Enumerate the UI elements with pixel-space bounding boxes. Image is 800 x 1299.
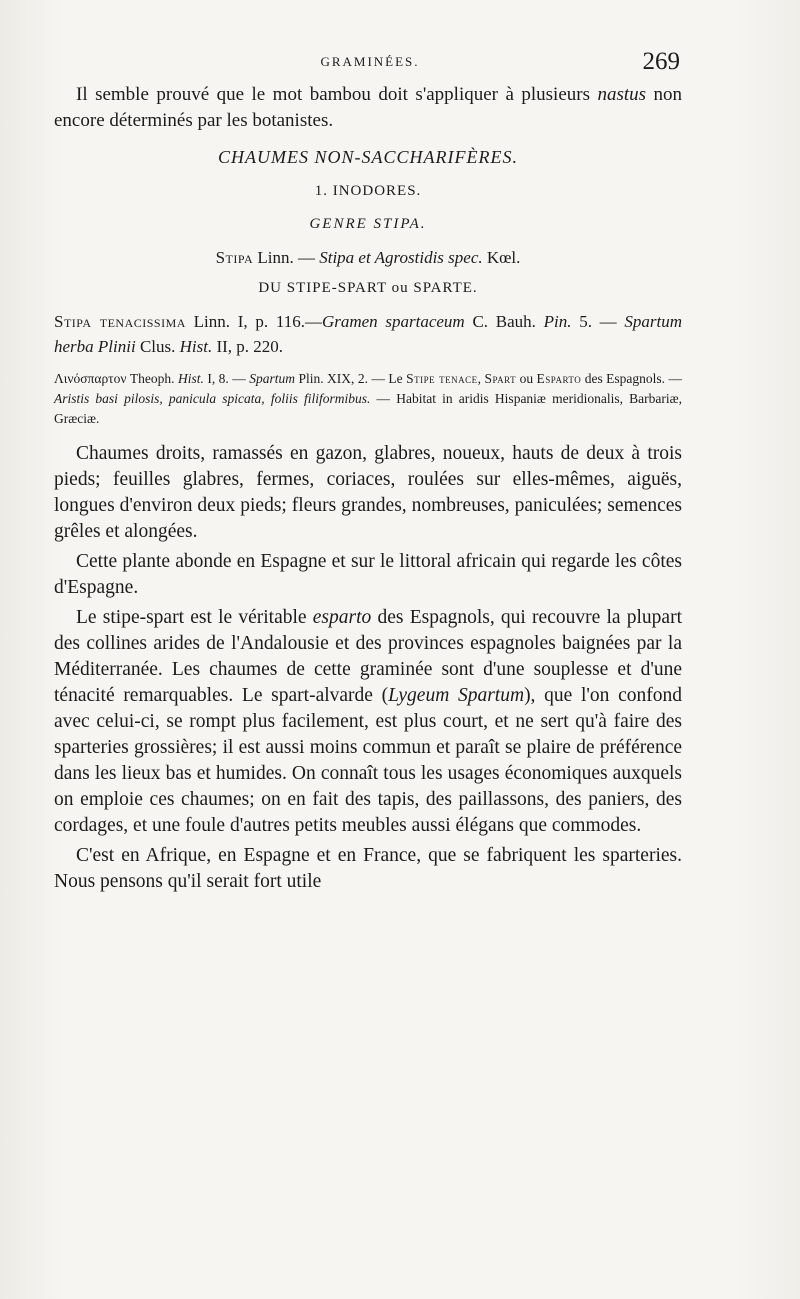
species-syn-b: Linn. I, p. 116.— (185, 312, 322, 331)
notes-j: Esparto (536, 371, 582, 386)
genus-syn-d: Kœl. (482, 247, 521, 267)
genus-name: Stipa (215, 247, 254, 267)
species-name: Stipa tenacissima (54, 312, 186, 331)
genre-title: GENRE STIPA. (309, 216, 427, 232)
notes-i: ou (516, 371, 537, 386)
species-syn-f: 5. — (571, 312, 625, 331)
species-title: DU STIPE-SPART ou SPARTE. (258, 279, 478, 296)
species-syn-c: Gramen spartaceum (321, 312, 465, 331)
intro-paragraph (54, 82, 682, 133)
species-syn-d: C. Bauh. (464, 312, 544, 331)
species-syn-j: II, p. 220. (212, 337, 284, 356)
notes-k: des Espagnols. — (581, 371, 683, 386)
species-syn-e: Pin. (543, 312, 572, 331)
running-title: GRAMINÉES. (320, 54, 420, 69)
species-syn-h: Clus. (135, 337, 180, 356)
uses-d: Lygeum Spartum (388, 685, 525, 706)
genus-syn-c: Stipa et Agrostidis spec. (319, 247, 483, 267)
species-synonymy (54, 309, 682, 359)
page-number: 269 (642, 48, 680, 75)
notes-b: Hist. (178, 371, 204, 386)
notes-d: Spartum (249, 371, 295, 386)
uses-c: des Espagnols, qui recouvre la plupart des collines arides de l'Andalousie et des provinces espagnoles baignées par la Méditerranée. Les chaumes de cette graminée sont d'une souplesse et d'une ténacité remarquables. Le spart-alvarde ( (54, 607, 682, 706)
page-body (54, 82, 682, 895)
section-title: CHAUMES NON-SACCHARIFÈRES. (218, 147, 518, 167)
description-paragraph: Chaumes droits, ramassés en gazon, glabres, noueux, hauts de deux à trois pieds; feuilles glabres, fermes, coriaces, roulées sur elles-mêmes, aiguës, longues d'environ deux pieds; fleurs grandes, nombreuses, paniculées; semences grêles et alongées. (54, 443, 682, 542)
intro-text-c: non encore déterminés par les botanistes. (54, 84, 683, 131)
uses-e: ), que l'on confond avec celui-ci, se rompt plus facilement, est plus court, et ne sert qu'à faire des sparteries grossières; il est aussi moins commun et paraît se plaire de préférence dans les lieux bas et humides. On connaît tous les usages économiques auxquels on emploie ces chaumes; on en fait des tapis, des paillassons, des paniers, des cordages, et une foule d'autres petits meubles aussi élégans que commodes. (54, 685, 682, 836)
uses-b: esparto (312, 607, 372, 628)
intro-text-a: Il semble prouvé que le mot bambou doit s'appliquer à plusieurs (76, 84, 598, 105)
closing-paragraph: C'est en Afrique, en Espagne et en France, que se fabriquent les sparteries. Nous pensons qu'il serait fort utile (54, 845, 682, 892)
notes-e: Plin. XIX, 2. — Le (295, 371, 407, 386)
notes-m: — Habitat in aridis Hispaniæ meridionalis, Barbariæ, Græciæ. (54, 391, 682, 426)
subsection-title: 1. INODORES. (314, 182, 422, 199)
uses-a: Le stipe-spart est le véritable (76, 607, 313, 628)
habitat-paragraph: Cette plante abonde en Espagne et sur le littoral africain qui regarde les côtes d'Espagne. (54, 551, 682, 598)
species-notes (54, 369, 682, 429)
genus-synonymy (54, 246, 682, 270)
page-header (60, 48, 680, 78)
notes-g: , (477, 371, 485, 386)
intro-text-b: nastus (597, 84, 647, 105)
notes-h: Spart (484, 371, 517, 386)
species-syn-i: Hist. (179, 337, 213, 356)
notes-a: Λινόσπαρτον Theoph. (54, 371, 178, 386)
genus-syn-b: Linn. — (253, 247, 320, 267)
uses-paragraph (54, 605, 682, 839)
notes-c: I, 8. — (203, 371, 250, 386)
species-syn-g: Spartum herba Plinii (54, 312, 683, 356)
notes-f: Stipe tenace (406, 371, 478, 386)
notes-l: Aristis basi pilosis, panicula spicata, foliis filiformibus. (54, 391, 371, 406)
